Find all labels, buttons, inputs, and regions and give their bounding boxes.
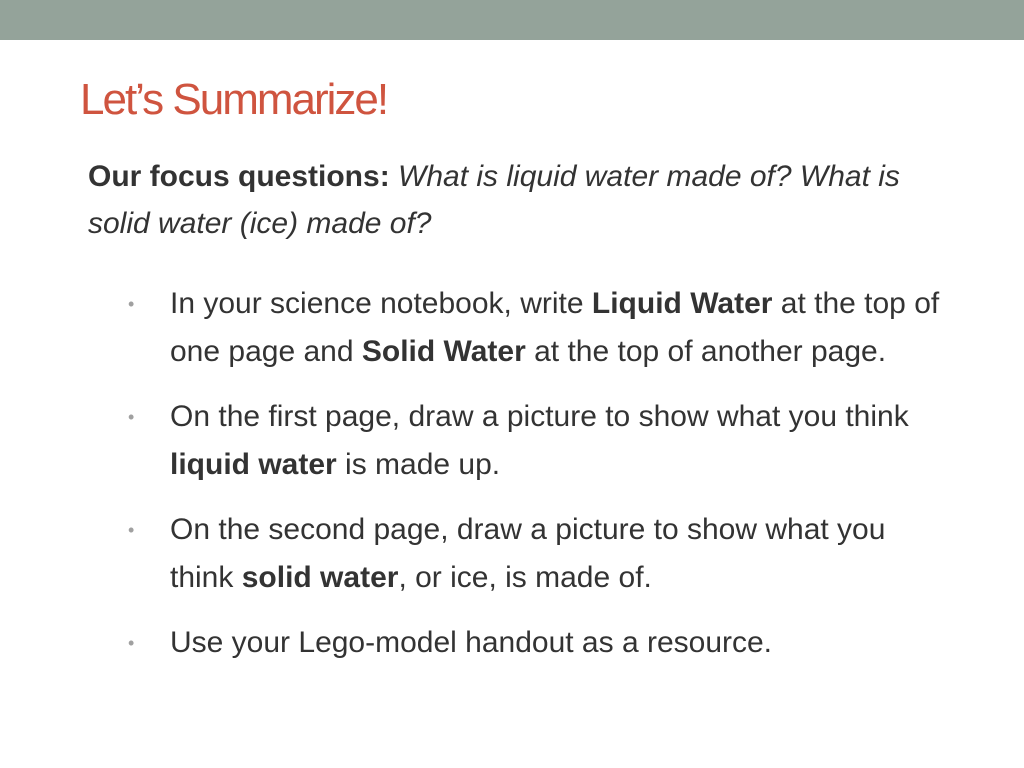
bullet-item [128, 393, 948, 489]
bullet-text: is made up. [336, 448, 501, 481]
bullet-text: In your science notebook, write [170, 287, 592, 320]
bullet-bold-text: Solid Water [361, 335, 526, 368]
bullet-marker: • [128, 294, 135, 314]
slide-title: Let’s Summarize! [80, 75, 388, 124]
bullet-text: at the top of one page and [170, 287, 940, 368]
bullet-text: On the first page, draw a picture to show what you think [170, 400, 909, 433]
bullet-item [128, 619, 948, 667]
bullet-bold-text: Liquid Water [591, 287, 773, 320]
focus-questions [88, 153, 968, 247]
bullet-text: , or ice, is made of. [398, 561, 652, 594]
bullet-marker: • [128, 633, 135, 653]
top-accent-bar [0, 0, 1024, 40]
bullet-item [128, 280, 948, 376]
bullet-item [128, 506, 948, 602]
bullet-marker: • [128, 407, 135, 427]
bullet-text: Use your Lego-model handout as a resource. [170, 626, 773, 659]
bullet-list [128, 280, 948, 684]
bullet-bold-text: solid water [241, 561, 399, 594]
bullet-text: at the top of another page. [525, 335, 887, 368]
focus-questions-label: Our focus questions: [88, 160, 390, 193]
bullet-marker: • [128, 520, 135, 540]
bullet-bold-text: liquid water [170, 448, 337, 481]
focus-questions-text: What is liquid water made of? What is solid water (ice) made of? [88, 160, 900, 240]
bullet-text: On the second page, draw a picture to show what you think [170, 513, 886, 594]
